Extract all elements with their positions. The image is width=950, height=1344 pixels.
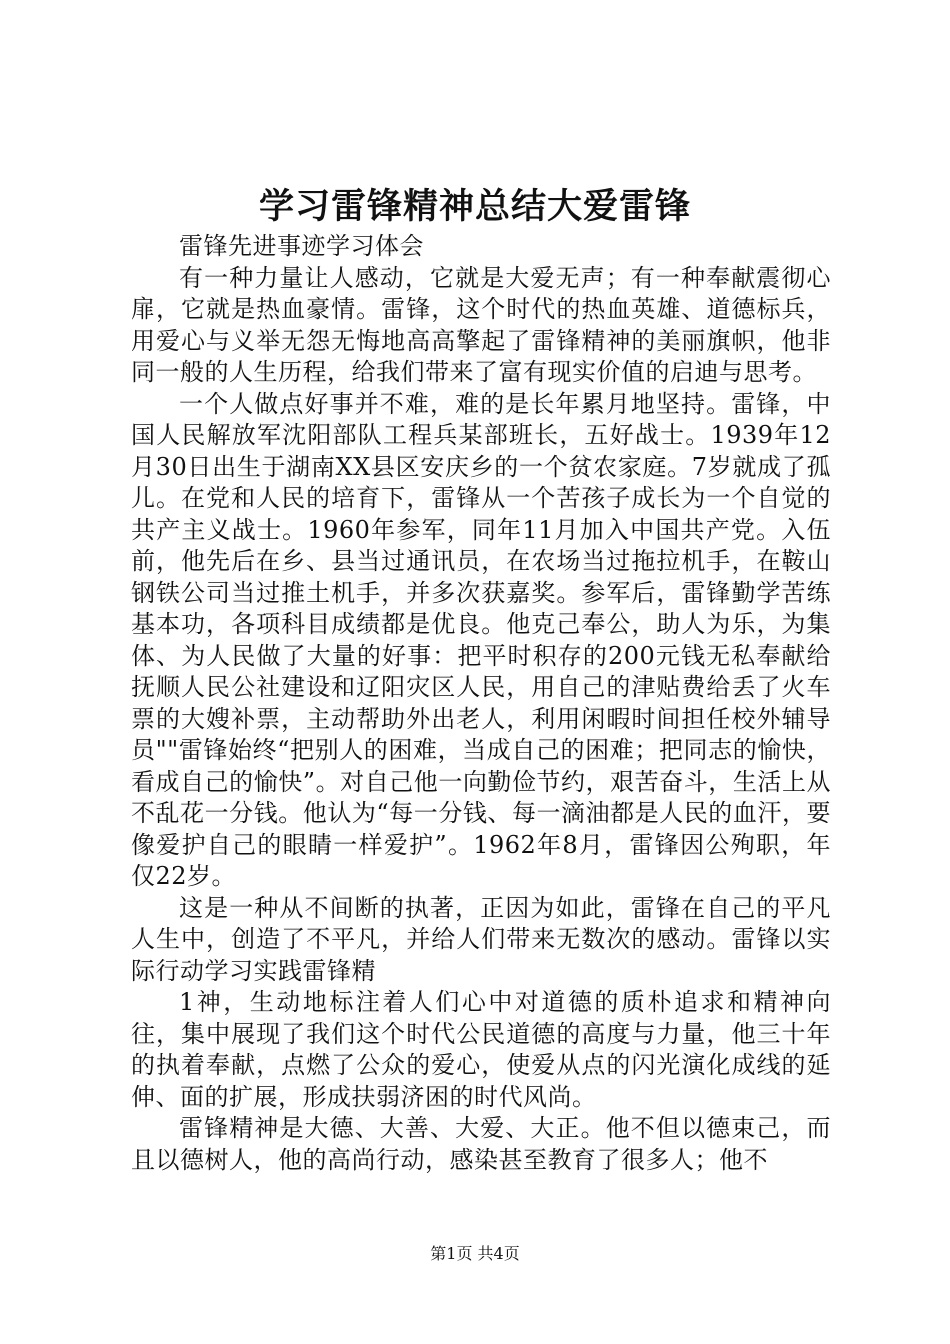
paragraph-intro: 有一种力量让人感动，它就是大爱无声；有一种奉献震彻心扉，它就是热血豪情。雷锋，这个时代的热血英雄、道德标兵，用爱心与义举无怨无悔地高高擎起了雷锋精神的美丽旗帜，他非同一般的人生历程，给我们带来了富有现实价值的启迪与思考。 [131, 263, 831, 386]
page-number-footer: 第1页 共4页 [430, 1244, 520, 1263]
paragraph-biography: 一个人做点好事并不难，难的是长年累月地坚持。雷锋，中国人民解放军沈阳部队工程兵某部班长，五好战士。1939年12月30日出生于湖南XX县区安庆乡的一个贫农家庭。7岁就成了孤儿。在党和人民的培育下，雷锋从一个苦孩子成长为一个自觉的共产主义战士。1960年参军，同年11月加入中国共产党。入伍前，他先后在乡、县当过通讯员，在农场当过拖拉机手，在鞍山钢铁公司当过推土机手，并多次获嘉奖。参军后，雷锋勤学苦练基本功，各项科目成绩都是优良。他克己奉公，助人为乐，为集体、为人民做了大量的好事：把平时积存的200元钱无私奉献给抚顺人民公社建设和辽阳灾区人民，用自己的津贴费给丢了火车票的大嫂补票，主动帮助外出老人，利用闲暇时间担任校外辅导员""雷锋始终“把别人的困难，当成自己的困难；把同志的愉快，看成自己的愉快”。对自己他一向勤俭节约，艰苦奋斗，生活上从不乱花一分钱。他认为“每一分钱、每一滴油都是人民的血汗，要像爱护自己的眼睛一样爱护”。1962年8月，雷锋因公殉职，年仅22岁。 [131, 389, 831, 890]
paragraph-subtitle: 雷锋先进事迹学习体会 [179, 232, 424, 260]
document-title: 学习雷锋精神总结大爱雷锋 [258, 186, 691, 227]
paragraph-spirit: 1神，生动地标注着人们心中对道德的质朴追求和精神向往，集中展现了我们这个时代公民道德的高度与力量，他三十年的执着奉献，点燃了公众的爱心，使爱从点的闪光演化成线的延伸、面的扩展，形成扶弱济困的时代风尚。 [131, 988, 831, 1111]
paragraph-persistence: 这是一种从不间断的执著，正因为如此，雷锋在自己的平凡人生中，创造了不平凡，并给人们带来无数次的感动。雷锋以实际行动学习实践雷锋精 [131, 893, 831, 985]
document-body [131, 231, 831, 1176]
paragraph-virtue: 雷锋精神是大德、大善、大爱、大正。他不但以德束己，而且以德树人，他的高尚行动，感染甚至教育了很多人；他不 [131, 1114, 831, 1174]
